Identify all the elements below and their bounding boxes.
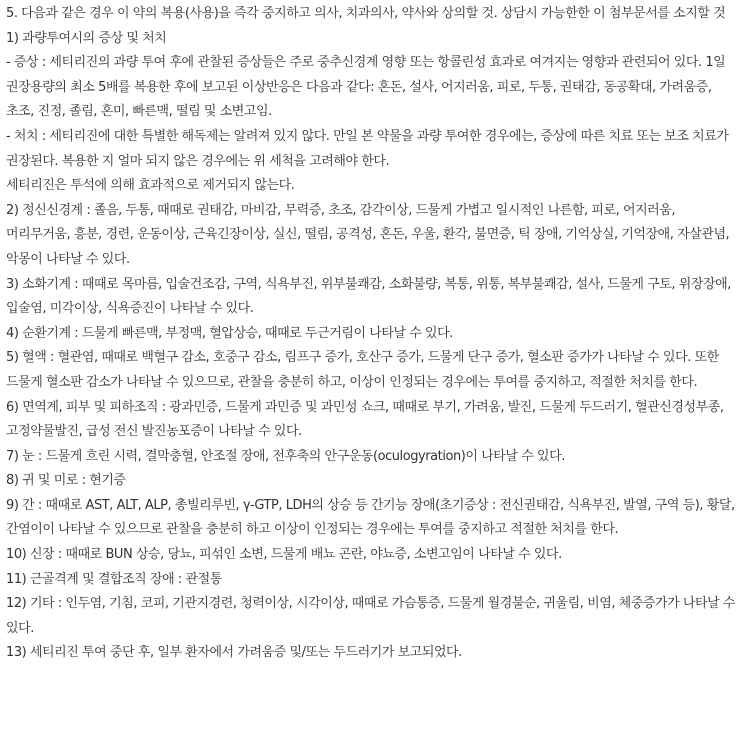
- paragraph-ear: 8) 귀 및 미로 : 현기증: [6, 473, 126, 489]
- paragraph-overdose-heading: 1) 과량투여시의 증상 및 처치: [6, 30, 167, 46]
- paragraph-other: 12) 기타 : 인두염, 기침, 코피, 기관지경련, 청력이상, 시각이상, 때때로 가슴통증, 드물게 월경불순, 귀울림, 비염, 체중증가가 나타날 수 있다.: [6, 596, 736, 636]
- paragraph-blood: 5) 혈액 : 혈관염, 때때로 백혈구 감소, 호중구 감소, 림프구 증가, 호산구 증가, 드물게 단구 증가, 혈소판 증가가 나타날 수 있다. 또한 드물게 혈소판 감소가 나타날 수 있으므로, 관찰을 충분히 하고, 이상이 인정되는 경우에는 투여를 중지하고, 적절한 처치를 한다.: [6, 350, 719, 390]
- paragraph-digestive: 3) 소화기계 : 때때로 목마름, 입술건조감, 구역, 식욕부진, 위부불쾌감, 소화불량, 복통, 위통, 복부불쾌감, 설사, 드물게 구토, 위장장애, 입술염, 미각이상, 식욕증진이 나타날 수 있다.: [6, 276, 731, 317]
- paragraph-overdose-symptoms: - 증상 : 세티리진의 과량 투여 후에 관찰된 증상들은 주로 중추신경계 영향 또는 항콜린성 효과로 여겨지는 영향과 관련되어 있다. 1일 권장용량의 최소 5배를 복용한 후에 보고된 이상반응은 다음과 같다: 혼돈, 설사, 어지러움, 피로, 두통, 권태감, 동공확대, 가려움증, 초조, 진정, 졸림, 혼미, 빠른맥, 떨림 및 소변고임.: [6, 55, 726, 120]
- paragraph-discontinuation: 13) 세티리진 투여 중단 후, 일부 환자에서 가려움증 및/또는 두드러기가 보고되었다.: [6, 645, 462, 661]
- paragraph-liver: 9) 간 : 때때로 AST, ALT, ALP, 총빌리루빈, γ-GTP, LDH의 상승 등 간기능 장애(초기증상 : 전신권태감, 식욕부진, 발열, 구역 등), 황달, 간염이이 나타날 수 있으므로 관찰을 충분히 하고 이상이 인정되는 경우에는 투여를 중지하고 적절한 처치를 한다.: [6, 497, 735, 538]
- paragraph-dialysis-note: 세티리진은 투석에 의해 효과적으로 제거되지 않는다.: [6, 178, 295, 194]
- paragraph-circulatory: 4) 순환기계 : 드물게 빠른맥, 부정맥, 혈압상승, 때때로 두근거림이 나타날 수 있다.: [6, 325, 453, 341]
- paragraph-kidney: 10) 신장 : 때때로 BUN 상승, 당뇨, 피섞인 소변, 드물게 배뇨 곤란, 야뇨증, 소변고임이 나타날 수 있다.: [6, 547, 562, 563]
- paragraph-intro: 5. 다음과 같은 경우 이 약의 복용(사용)을 즉각 중지하고 의사, 치과의사, 약사와 상의할 것. 상담시 가능한한 이 첨부문서를 소지할 것: [6, 6, 726, 21]
- paragraph-eye: 7) 눈 : 드물게 흐린 시력, 결막충혈, 안조절 장애, 전후축의 안구운동(oculogyration)이 나타날 수 있다.: [6, 448, 565, 464]
- paragraph-neuropsychiatric: 2) 정신신경계 : 졸음, 두통, 때때로 권태감, 마비감, 무력증, 초조, 감각이상, 드물게 가볍고 일시적인 나른함, 피로, 어지러움, 머리무거움, 흥분, 경련, 운동이상, 근육긴장이상, 실신, 떨림, 공격성, 혼돈, 우울, 환각, 불면증, 틱 장애, 기억상실, 기억장애, 자살관념, 악몽이 나타날 수 있다.: [6, 202, 730, 267]
- paragraph-musculoskeletal: 11) 근골격계 및 결합조직 장애 : 관절통: [6, 571, 222, 587]
- paragraph-immune-skin: 6) 면역계, 피부 및 피하조직 : 광과민증, 드물게 과민증 및 과민성 쇼크, 때때로 부기, 가려움, 발진, 드물게 두드러기, 혈관신경성부종, 고정약물발진, 급성 전신 발진농포증이 나타날 수 있다.: [6, 399, 724, 440]
- document-body: [6, 2, 738, 666]
- paragraph-overdose-treatment: - 처치 : 세티리진에 대한 특별한 해독제는 알려져 있지 않다. 만일 본 약물을 과량 투여한 경우에는, 증상에 따른 치료 또는 보조 치료가 권장된다. 복용한 지 얼마 되지 않은 경우에는 위 세척을 고려해야 한다.: [6, 128, 729, 169]
